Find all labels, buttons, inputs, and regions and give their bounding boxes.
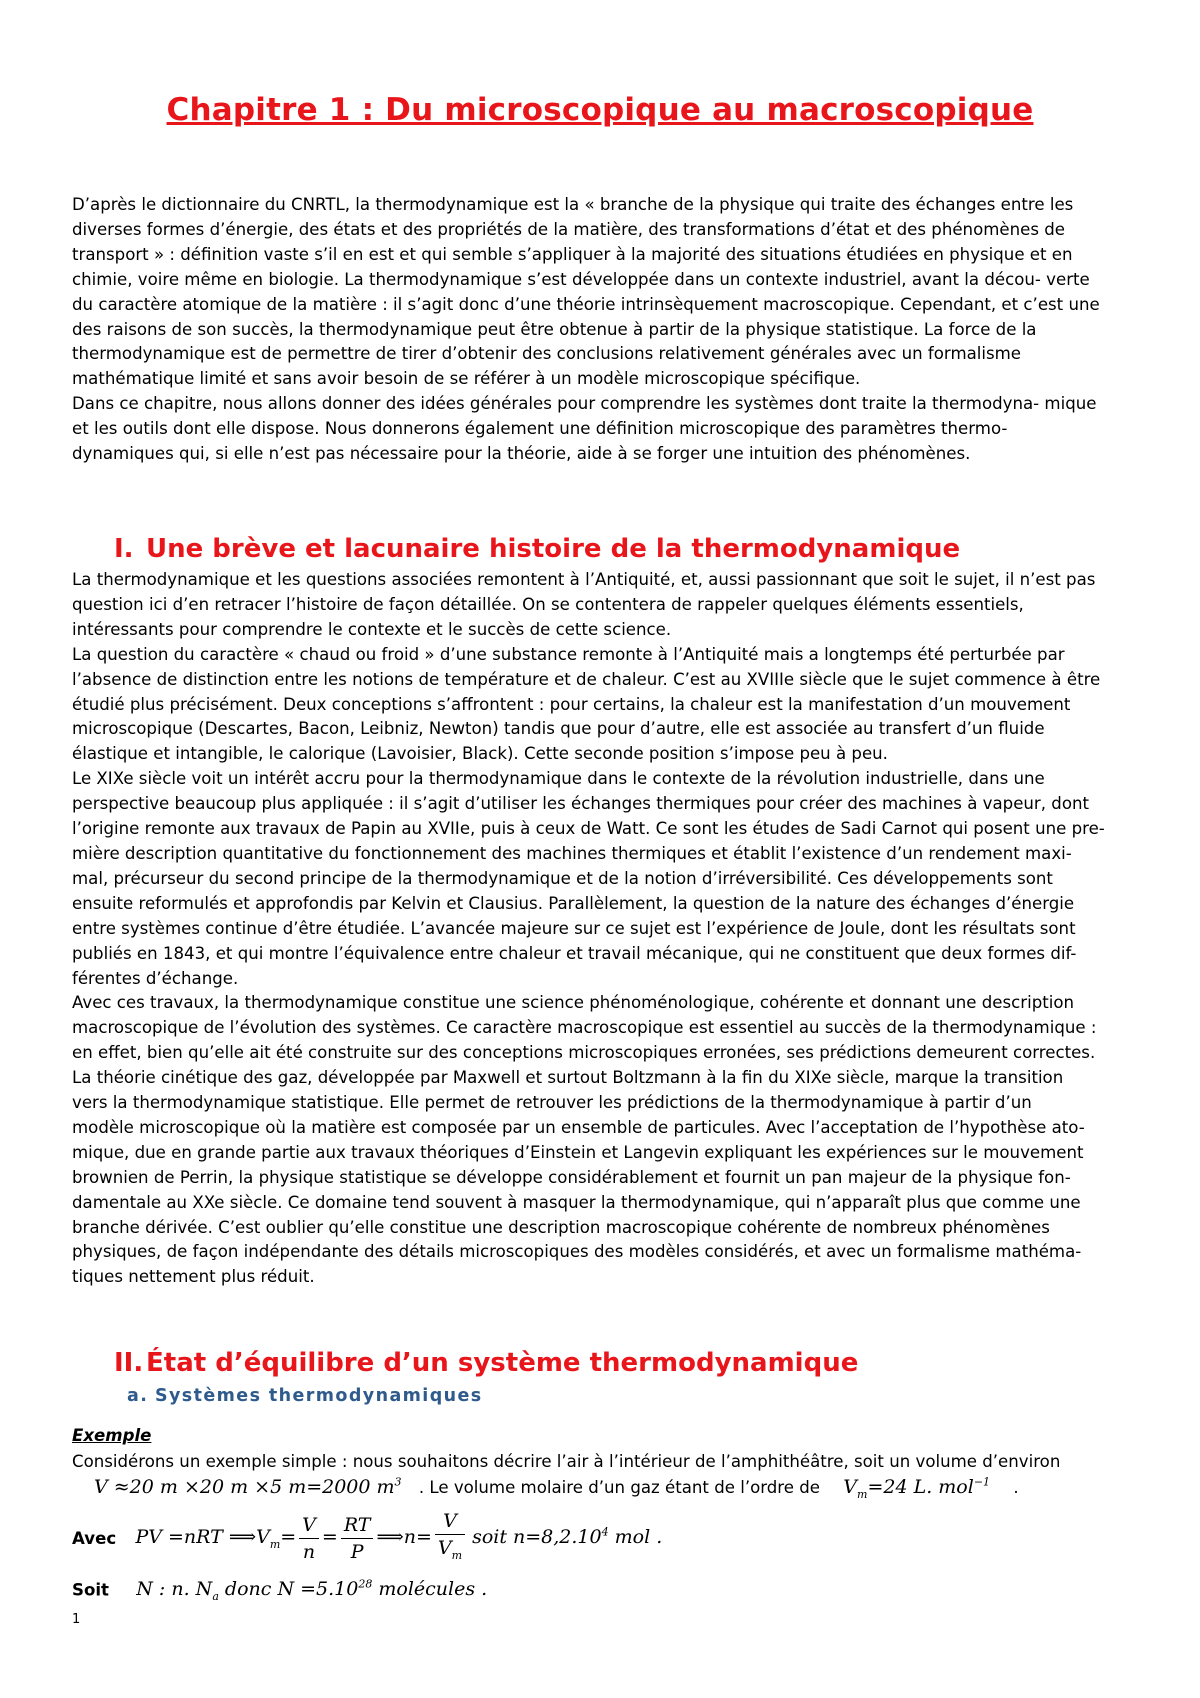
intro-line: du caractère atomique de la matière : il s’agit donc d’une théorie intrinsèquement macroscopique. Cependant, et c’est une: [72, 294, 1100, 314]
section-1-line: mique, due en grande partie aux travaux théoriques d’Einstein et Langevin expliquant les expériences sur le mouvement: [72, 1142, 1084, 1162]
section-1-line: en effet, bien qu’elle ait été construite sur des conceptions microscopiques erronées, ses prédictions demeurent correctes.: [72, 1043, 1096, 1063]
section-1-line: mal, précurseur du second principe de la thermodynamique et de la notion d’irréversibilité. Ces développements sont: [72, 868, 1053, 888]
section-1-line: intéressants pour comprendre le contexte et le succès de cette science.: [72, 619, 672, 639]
section-1-line: brownien de Perrin, la physique statistique se développe considérablement et fournit un pan majeur de la physique fon-: [72, 1167, 1071, 1187]
section-1-line: l’absence de distinction entre les notions de température et de chaleur. C’est au XVIIIe siècle que le sujet commence à être: [72, 669, 1101, 689]
section-1-line: élastique et intangible, le calorique (Lavoisier, Black). Cette seconde position s’impose peu à peu.: [72, 744, 888, 764]
subsection-a-heading: [127, 1386, 483, 1406]
example-line-4: [72, 1578, 487, 1603]
example-line-3: [72, 1510, 662, 1567]
volume-equation: V ≈20 m ×20 m ×5 m=2000 $m^3$: [94, 1476, 402, 1499]
section-1-line: publiés en 1843, et qui montre l’équivalence entre chaleur et travail mécanique, qui ne constituent que deux formes dif-: [72, 943, 1077, 963]
section-2-heading: [114, 1348, 858, 1378]
section-1-line: l’origine remonte aux travaux de Papin au XVIIe, puis à ceux de Watt. Ce sont les études de Sadi Carnot qui posent une pre-: [72, 819, 1105, 839]
section-1-line: entre systèmes continue d’être étudiée. L’avancée majeure sur ce sujet est l’expérience de Joule, dont les résultats sont: [72, 918, 1076, 938]
intro-line: mathématique limité et sans avoir besoin de se référer à un modèle microscopique spécifique.: [72, 369, 861, 389]
section-1-line: La thermodynamique et les questions associées remontent à l’Antiquité, et, aussi passionnant que soit le sujet, il n’est pas: [72, 570, 1096, 589]
molar-volume-text: . Le volume molaire d’un gaz étant de l’ordre de: [418, 1478, 820, 1498]
intro-line: diverses formes d’énergie, des états et des propriétés de la matière, des transformations d’état et des phénomènes de: [72, 219, 1065, 239]
section-1-line: férentes d’échange.: [72, 968, 239, 988]
section-1-line: Le XIXe siècle voit un intérêt accru pour la thermodynamique dans le contexte de la révolution industrielle, dans une: [72, 769, 1045, 789]
section-1-line: Avec ces travaux, la thermodynamique constitue une science phénoménologique, cohérente et donnant une description: [72, 993, 1075, 1013]
section-1-line: macroscopique de l’évolution des systèmes. Ce caractère macroscopique est essentiel au succès de la thermodynamique :: [72, 1018, 1097, 1038]
section-1-line: damentale au XXe siècle. Ce domaine tend souvent à masquer la thermodynamique, qui n’apparaît plus que comme une: [72, 1192, 1081, 1212]
avec-label: Avec: [72, 1528, 117, 1548]
molar-volume-period: .: [1013, 1478, 1019, 1498]
section-1-line: La théorie cinétique des gaz, développée par Maxwell et surtout Boltzmann à la fin du XIXe siècle, marque la transition: [72, 1068, 1064, 1088]
intro-line: thermodynamique est de permettre de tirer d’obtenir des conclusions relativement générales avec un formalisme: [72, 344, 1022, 364]
section-1-line: physiques, de façon indépendante des détails microscopiques des modèles considérés, et avec un formalisme mathéma-: [72, 1242, 1082, 1262]
intro-line: Dans ce chapitre, nous allons donner des idées générales pour comprendre les systèmes dont traite la thermodyna- mique: [72, 394, 1097, 414]
section-1-line: modèle microscopique où la matière est composée par un ensemble de particules. Avec l’acceptation de l’hypothèse ato-: [72, 1117, 1085, 1137]
section-1-line: La question du caractère « chaud ou froid » d’une substance remonte à l’Antiquité mais a longtemps été perturbée par: [72, 644, 1065, 664]
example-line-2: [72, 1476, 1019, 1501]
intro-paragraph: [72, 193, 1128, 467]
page-number: 1: [72, 1612, 81, 1627]
chapter-title: Chapitre 1 : Du microscopique au macroscopique: [166, 92, 1034, 128]
molecule-count-equation: N : n. $N_a$ donc $N =5.10^{28}$ molécules .: [136, 1578, 488, 1604]
section-1-line: tiques nettement plus réduit.: [72, 1267, 315, 1287]
section-1-line: question ici d’en retracer l’histoire de façon détaillée. On se contentera de rappeler quelques éléments essentiels,: [72, 594, 1024, 614]
molar-volume-equation: $V_m=24$ L. mol$^{-1}$: [843, 1476, 991, 1502]
section-2-title: État d’équilibre d’un système thermodynamique: [146, 1348, 859, 1378]
section-1-line: étudié plus précisément. Deux conceptions s’affrontent : pour certains, la chaleur est la manifestation d’un mouvement: [72, 694, 1071, 714]
intro-line: dynamiques qui, si elle n’est pas nécessaire pour la théorie, aide à se forger une intuition des phénomènes.: [72, 444, 971, 464]
example-label: Exemple: [72, 1426, 152, 1445]
section-1-heading: [114, 534, 960, 564]
intro-line: D’après le dictionnaire du CNRTL, la thermodynamique est la « branche de la physique qui traite des échanges entre les: [72, 195, 1074, 214]
section-1-number: I.: [114, 534, 134, 564]
section-1-line: ensuite reformulés et approfondis par Kelvin et Clausius. Parallèlement, la question de la nature des échanges d’énergie: [72, 893, 1075, 913]
ideal-gas-equation: PV =nRT $⟹V_m=$ $\frac{V}{n}$ = $\frac{RT}{P}$ ⟹n= $\frac{V}{V_m}$ soit $n=8,2.10^4$ mol .: [135, 1510, 663, 1563]
section-1-line: mière description quantitative du fonctionnement des machines thermiques et établit l’existence d’un rendement maxi-: [72, 843, 1072, 863]
section-1-line: vers la thermodynamique statistique. Elle permet de retrouver les prédictions de la thermodynamique à partir d’un: [72, 1093, 1032, 1113]
section-2-number: II.: [114, 1348, 144, 1378]
intro-line: et les outils dont elle dispose. Nous donnerons également une définition microscopique des paramètres thermo-: [72, 419, 1008, 439]
section-1-line: microscopique (Descartes, Bacon, Leibniz, Newton) tandis que pour d’autre, elle est associée au transfert d’un fluide: [72, 719, 1045, 739]
example-line-1: Considérons un exemple simple : nous souhaitons décrire l’air à l’intérieur de l’amphithéâtre, soit un volume d’environ: [72, 1452, 1061, 1471]
intro-line: des raisons de son succès, la thermodynamique peut être obtenue à partir de la physique statistique. La force de la: [72, 319, 1037, 339]
intro-line: chimie, voire même en biologie. La thermodynamique s’est développée dans un contexte industriel, avant la décou- verte: [72, 269, 1090, 289]
section-1-line: perspective beaucoup plus appliquée : il s’agit d’utiliser les échanges thermiques pour créer des machines à vapeur, dont: [72, 794, 1089, 814]
section-1-body: [72, 568, 1128, 1290]
soit-label: Soit: [72, 1580, 109, 1600]
subsection-a-number: a.: [127, 1386, 149, 1406]
intro-line: transport » : définition vaste s’il en est et qui semble s’appliquer à la majorité des situations étudiées en physique et en: [72, 244, 1073, 264]
section-1-title: Une brève et lacunaire histoire de la thermodynamique: [146, 534, 961, 564]
section-1-line: branche dérivée. C’est oublier qu’elle constitue une description macroscopique cohérente de nombreux phénomènes: [72, 1217, 1050, 1237]
subsection-a-title: Systèmes thermodynamiques: [155, 1386, 483, 1406]
